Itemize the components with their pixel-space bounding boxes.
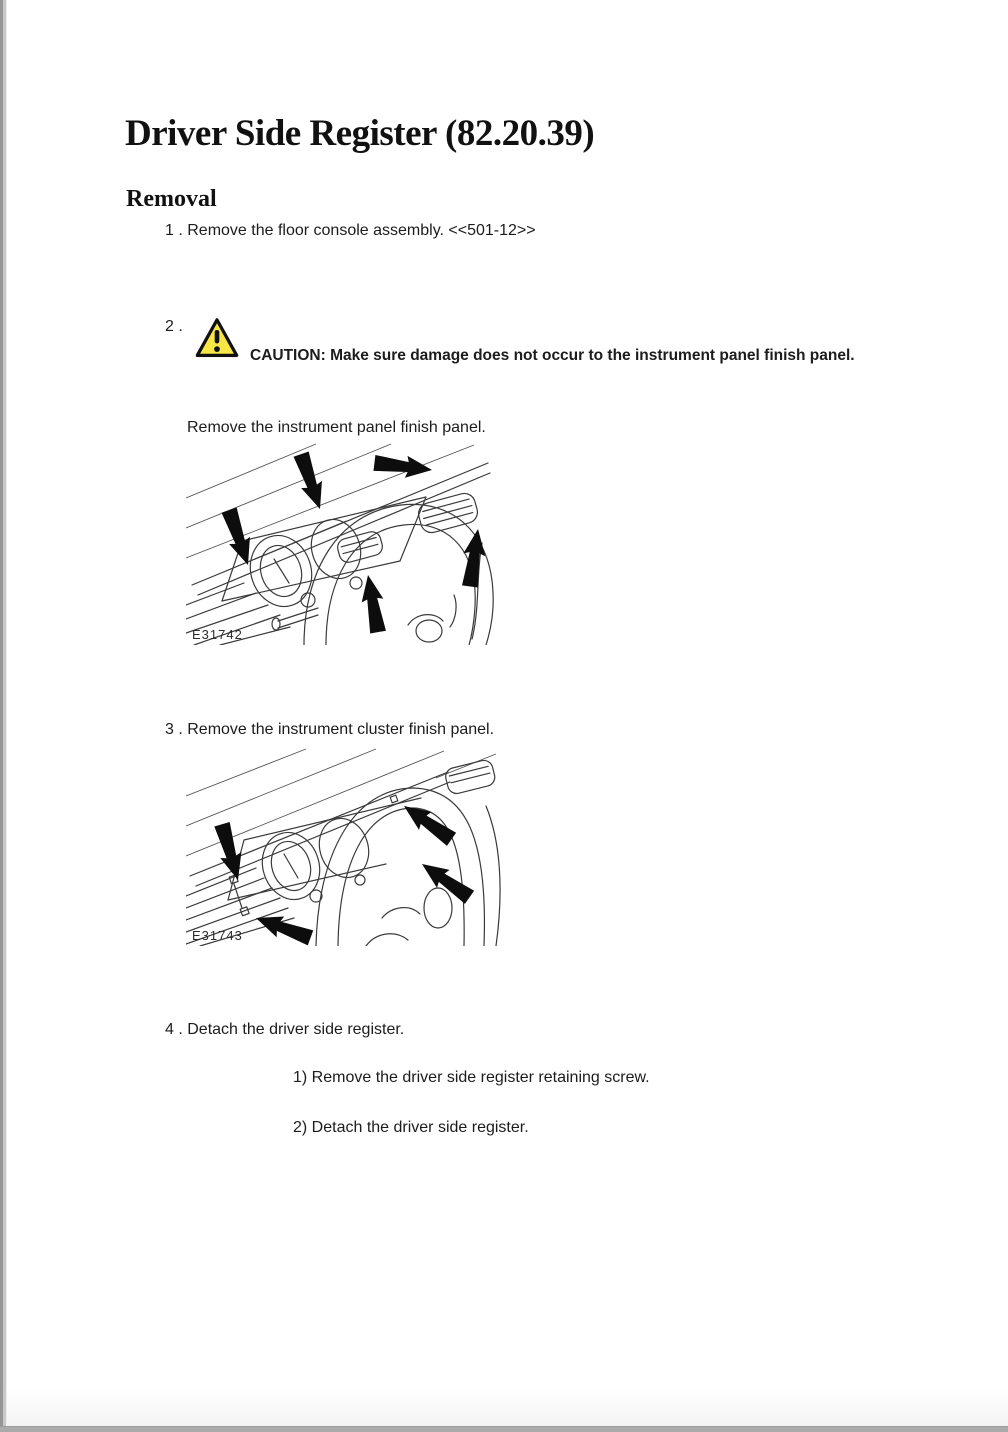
figure-e31743-label: E31743 xyxy=(192,928,243,943)
page-bottom-edge xyxy=(0,1426,1008,1432)
step-2-number: 2 . xyxy=(165,318,183,335)
step-1-text: 1 . Remove the floor console assembly. <<501-12>> xyxy=(165,222,536,239)
step-4-text: 4 . Detach the driver side register. xyxy=(165,1021,405,1038)
figure-e31742-label: E31742 xyxy=(192,627,243,642)
caution-text: CAUTION: Make sure damage does not occur to the instrument panel finish panel. xyxy=(250,347,855,364)
page-left-edge xyxy=(0,0,7,1432)
page-title: Driver Side Register (82.20.39) xyxy=(125,113,595,154)
figure-e31743-illustration xyxy=(186,748,506,946)
section-heading-removal: Removal xyxy=(126,186,217,212)
figure-e31742-illustration xyxy=(186,443,506,645)
step-2-instruction: Remove the instrument panel finish panel. xyxy=(187,419,486,436)
page-bottom-shadow xyxy=(7,1388,1008,1426)
step-4-substep-2: 2) Detach the driver side register. xyxy=(293,1119,529,1136)
warning-triangle-icon xyxy=(194,317,240,365)
step-3-text: 3 . Remove the instrument cluster finish panel. xyxy=(165,721,495,738)
step-4-substep-1: 1) Remove the driver side register retaining screw. xyxy=(293,1069,650,1086)
